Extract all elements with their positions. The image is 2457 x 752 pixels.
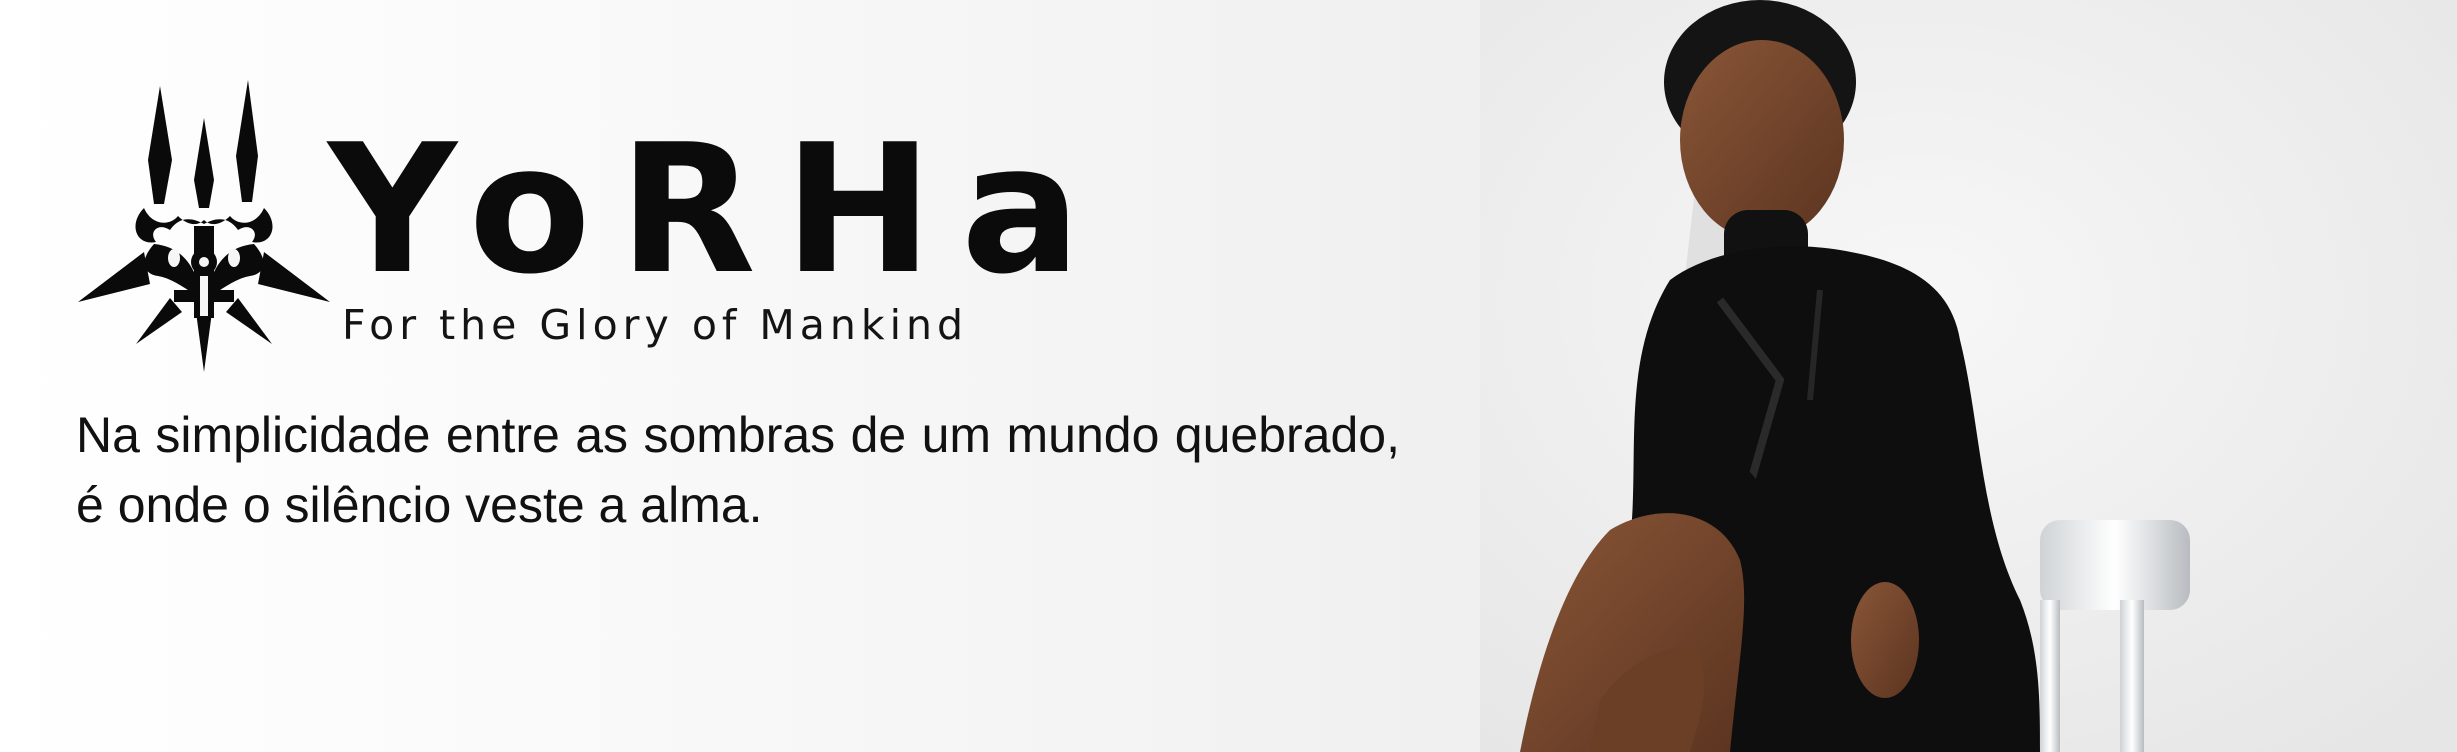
model-photo — [1480, 0, 2457, 752]
model-hand — [1851, 582, 1919, 698]
brand-name: YoRHa — [328, 106, 1109, 313]
description-text: Na simplicidade entre as sombras de um mundo quebrado, é onde o silêncio veste a alma. — [76, 407, 1400, 533]
yorha-emblem-icon — [78, 76, 330, 372]
brand-tagline: For the Glory of Mankind — [342, 301, 968, 349]
